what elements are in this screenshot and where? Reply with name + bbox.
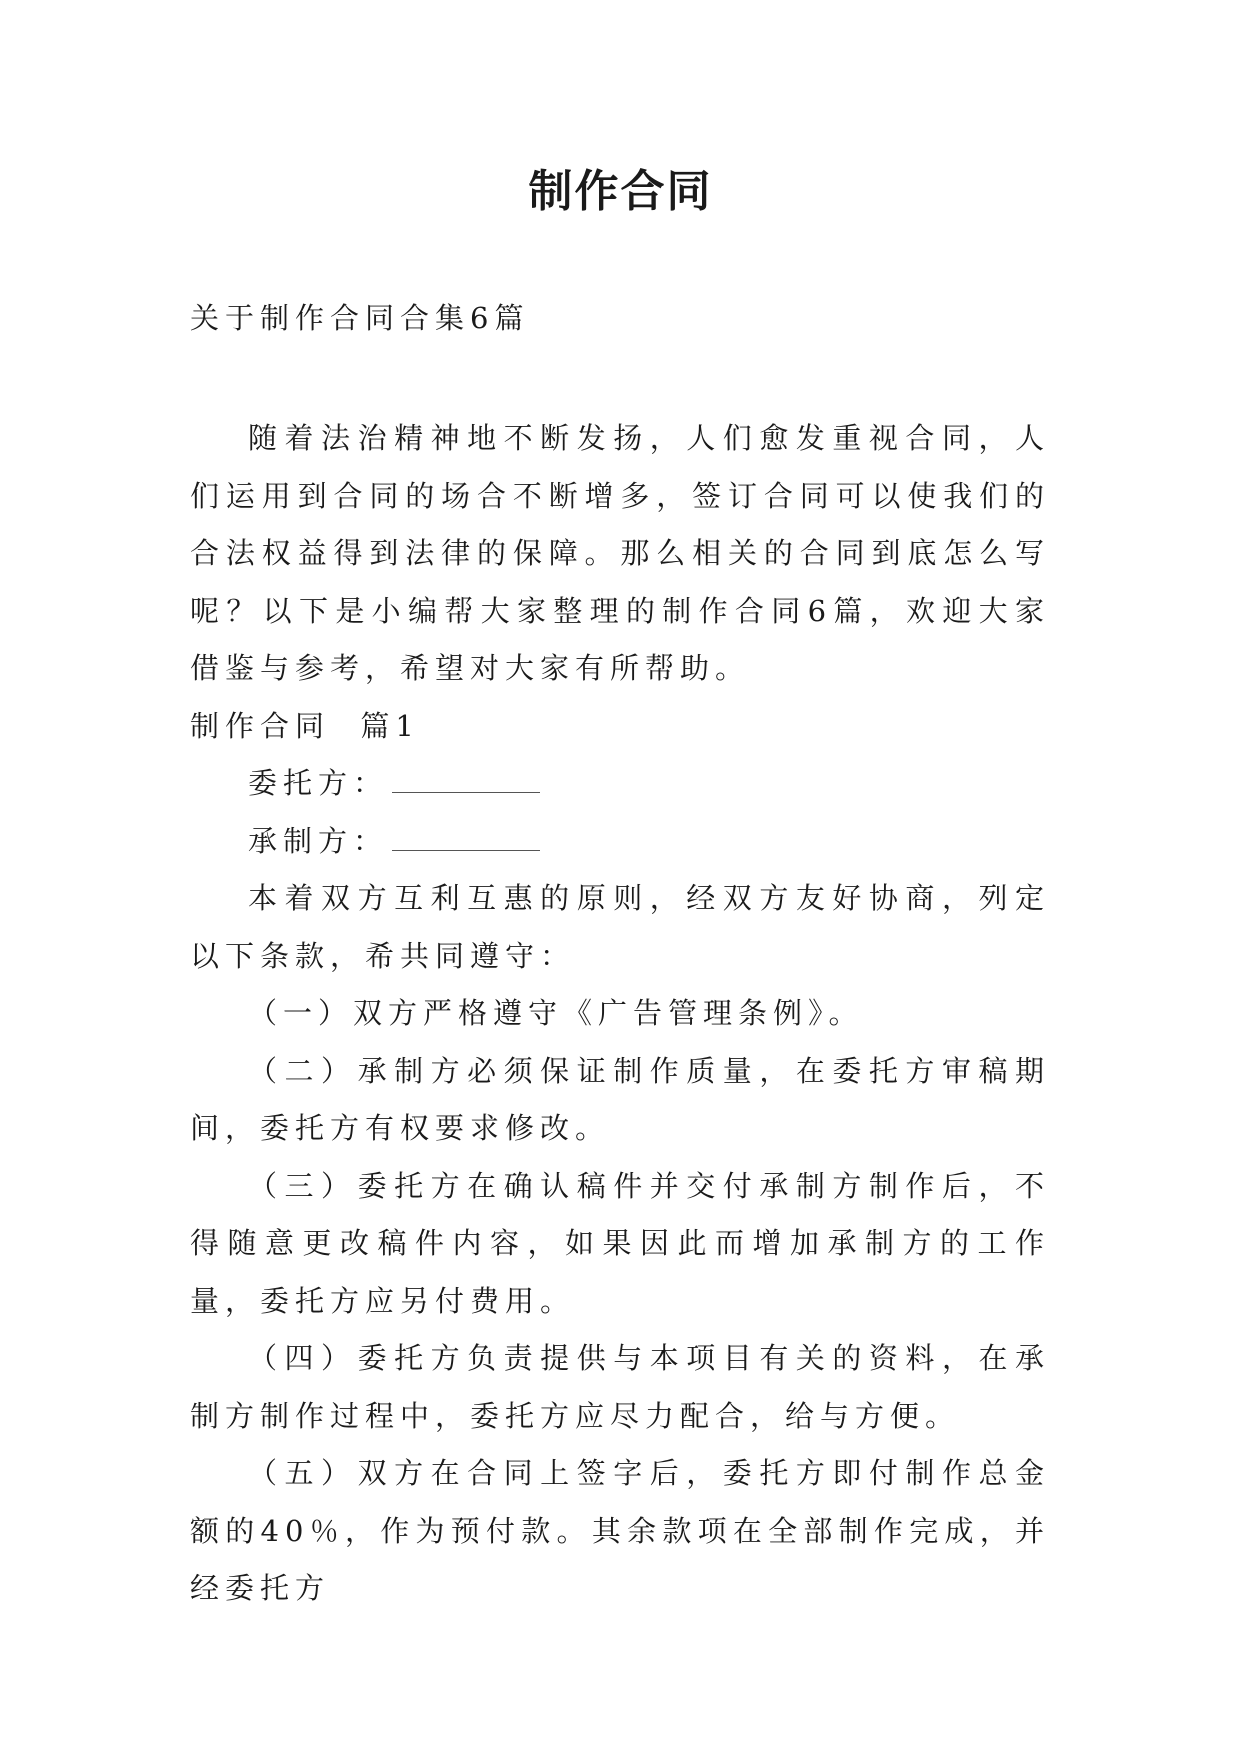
clause-paragraph: （五）双方在合同上签字后，委托方即付制作总金额的40％，作为预付款。其余款项在全部制作完成，并经委托方 bbox=[190, 1456, 1050, 1605]
section-heading: 制作合同 篇1 bbox=[190, 708, 420, 743]
clause-paragraph: （二）承制方必须保证制作质量，在委托方审稿期间，委托方有权要求修改。 bbox=[190, 1053, 1050, 1145]
producer-line bbox=[190, 813, 1050, 871]
principal-line bbox=[190, 755, 1050, 813]
preamble-paragraph: 本着双方互利互惠的原则，经双方友好协商，列定以下条款，希共同遵守： bbox=[190, 881, 1050, 973]
document-title: 制作合同 bbox=[528, 166, 713, 217]
document-subtitle: 关于制作合同合集6篇 bbox=[190, 301, 530, 335]
clause-paragraph: （三）委托方在确认稿件并交付承制方制作后，不得随意更改稿件内容，如果因此而增加承制方的工作量，委托方应另付费用。 bbox=[190, 1168, 1050, 1318]
principal-blank[interactable] bbox=[392, 768, 540, 793]
clause-paragraph: （一）双方严格遵守《广告管理条例》。 bbox=[248, 996, 864, 1030]
document-body bbox=[190, 410, 1050, 1618]
clause-paragraph: （四）委托方负责提供与本项目有关的资料，在承制方制作过程中，委托方应尽力配合，给与方便。 bbox=[190, 1341, 1050, 1433]
producer-label: 承制方： bbox=[248, 823, 389, 858]
producer-blank[interactable] bbox=[392, 826, 540, 851]
principal-label: 委托方： bbox=[248, 766, 389, 800]
intro-paragraph: 随着法治精神地不断发扬，人们愈发重视合同，人们运用到合同的场合不断增多，签订合同可以使我们的合法权益得到法律的保障。那么相关的合同到底怎么写呢？以下是小编帮大家整理的制作合同6篇，欢迎大家借鉴与参考，希望对大家有所帮助。 bbox=[190, 421, 1050, 685]
